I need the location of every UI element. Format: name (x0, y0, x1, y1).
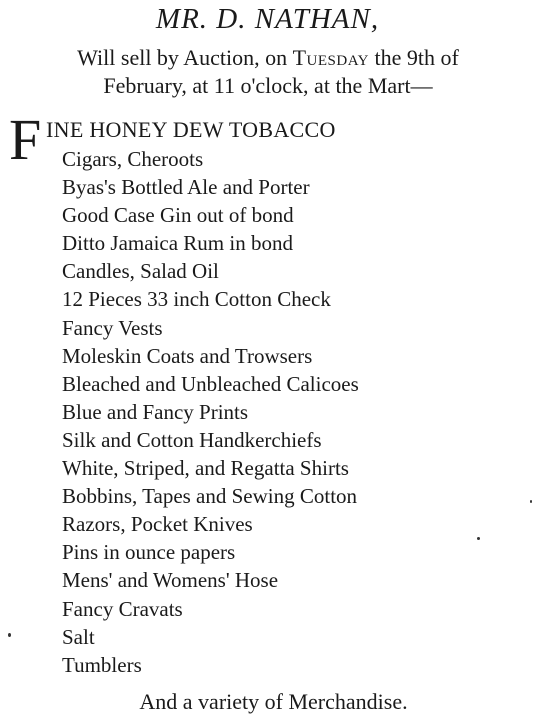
list-item: Good Case Gin out of bond (62, 203, 294, 228)
list-item: Moleskin Coats and Trowsers (62, 343, 313, 368)
list-item: Ditto Jamaica Rum in bond (62, 231, 293, 256)
merchandise-list (62, 145, 359, 679)
list-item: 12 Pieces 33 inch Cotton Check (62, 287, 331, 312)
announcement-line-1-start: Will sell by Auction, on (77, 45, 293, 70)
announcement-line-1-end: the 9th of (369, 45, 459, 70)
list-item: Bleached and Unbleached Calicoes (62, 371, 359, 396)
ink-speck (8, 633, 11, 637)
ink-speck (530, 500, 532, 503)
closing-line: And a variety of Merchandise. (139, 689, 408, 714)
list-item: Fancy Cravats (62, 596, 183, 621)
list-item: White, Striped, and Regatta Shirts (62, 456, 349, 481)
announcement-line-1 (8, 44, 528, 72)
list-item: Mens' and Womens' Hose (62, 568, 279, 593)
auctioneer-name: MR. D. NATHAN, (155, 3, 380, 35)
list-item: Blue and Fancy Prints (62, 399, 249, 424)
list-item: Bobbins, Tapes and Sewing Cotton (62, 484, 358, 509)
sale-announcement (8, 44, 528, 100)
list-item: Fancy Vests (62, 315, 163, 340)
sale-day: Tuesday (292, 45, 369, 70)
list-item: Tumblers (62, 652, 142, 677)
list-item: Cigars, Cheroots (62, 147, 204, 171)
list-item: Byas's Bottled Ale and Porter (62, 175, 310, 200)
list-item: Candles, Salad Oil (62, 259, 219, 284)
list-item: Salt (62, 624, 95, 649)
first-item: INE HONEY DEW TOBACCO (46, 117, 336, 142)
drop-cap: F (9, 107, 42, 172)
list-item: Silk and Cotton Handkerchiefs (62, 427, 322, 452)
ink-speck (477, 537, 480, 540)
list-item: Razors, Pocket Knives (62, 512, 253, 537)
list-item: Pins in ounce papers (62, 540, 236, 565)
announcement-line-2: February, at 11 o'clock, at the Mart— (103, 73, 433, 98)
